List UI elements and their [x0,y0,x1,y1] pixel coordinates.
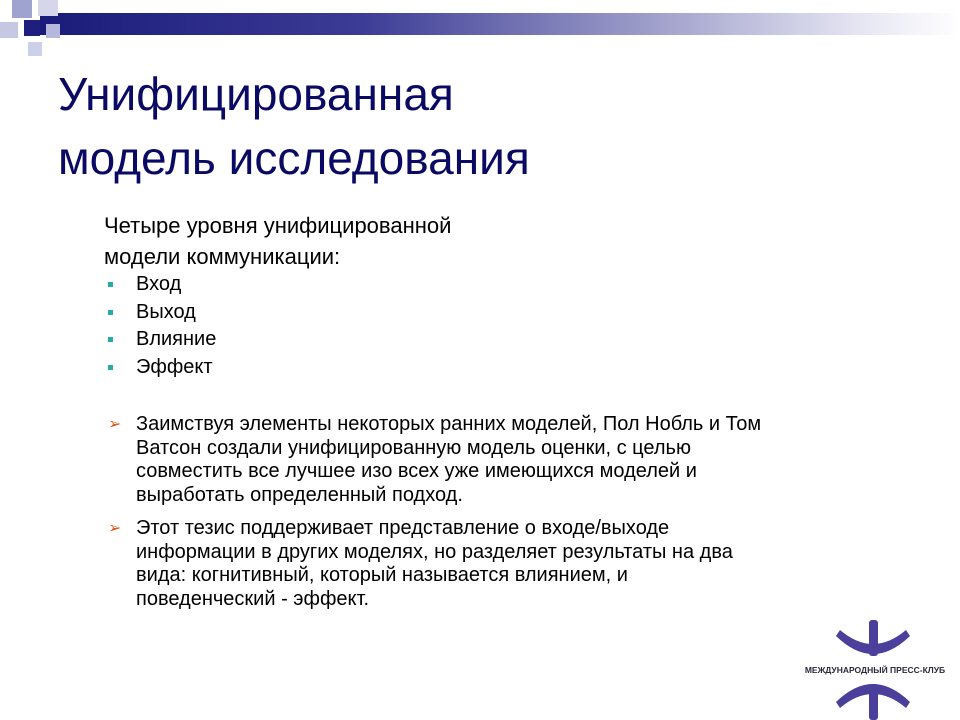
title-line: модель исследования [58,132,530,184]
point-text [136,413,914,507]
point-line: информации в других моделях, но разделяет результаты на два [136,540,733,563]
square-bullet-icon [108,365,113,370]
title-line: Унифицированная [58,68,454,120]
point-line: выработать определенный подход. [136,483,463,506]
level-label: Эффект [136,355,213,378]
point-line: Этот тезис поддерживает представление о входе/выходе [136,517,670,539]
decor-square [24,20,40,36]
square-bullet-icon [108,337,113,342]
slide-title [58,62,530,190]
point-line: Заимствуя элементы некоторых ранних моделей, Пол Нобль и Том [136,413,762,435]
list-item [104,299,216,327]
arrow-bullet-icon: ➢ [108,416,122,433]
list-item [104,271,216,299]
decor-square [28,42,42,56]
square-bullet-icon [108,282,113,287]
square-bullet-icon [108,310,113,315]
point-text [136,517,914,611]
list-item [104,413,914,507]
header-gradient-bar [40,13,960,35]
decor-square [12,0,32,18]
decor-square [46,24,60,38]
intro-text [104,210,451,272]
level-label: Выход [136,300,196,323]
list-item [104,354,216,382]
decor-square [0,22,18,38]
point-line: совместить все лучшее изо всех уже имеющихся моделей и [136,460,697,482]
point-line: Ватсон создали унифицированную модель оценки, с целью [136,436,691,459]
level-label: Влияние [136,328,217,350]
intro-line: Четыре уровня унифицированной [104,213,452,238]
decor-square [38,0,58,16]
arrow-bullet-icon: ➢ [108,520,122,537]
logo-text: МЕЖДУНАРОДНЫЙ ПРЕСС-КЛУБ [804,665,946,675]
intro-line: модели коммуникации: [104,244,341,269]
levels-list [104,271,216,381]
list-item [104,326,216,354]
point-line: вида: когнитивный, который называется влиянием, и [136,564,628,586]
points-list [104,413,914,621]
point-line: поведенческий - эффект. [136,587,369,610]
list-item [104,517,914,611]
level-label: Вход [136,273,182,295]
press-club-logo-icon [790,620,960,720]
